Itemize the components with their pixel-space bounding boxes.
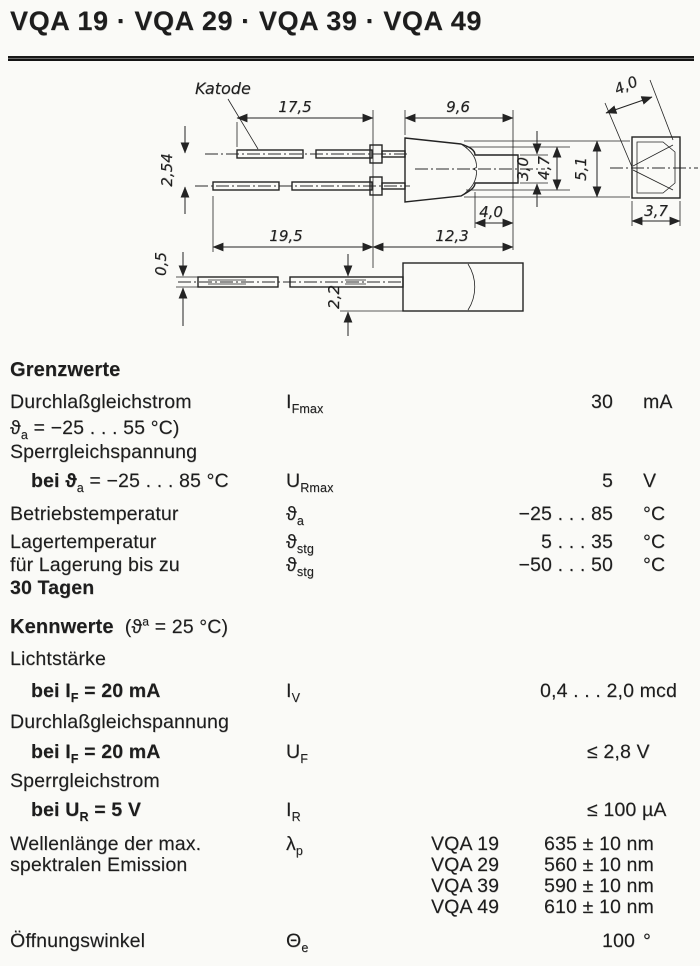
param-symbol [286,930,308,953]
param-name: Betriebstemperatur [10,503,179,525]
param-value: 0,4 . . . 2,0 mcd [540,680,677,702]
param-name-line2: spektralen Emission [10,854,188,876]
param-value: 5 . . . 35 [541,531,613,553]
technical-drawing [0,62,700,362]
spec-row-storage-temp-30d [0,554,700,578]
section-title-bold: Kennwerte [10,616,114,638]
spec-row-reverse-current-label [0,770,700,794]
param-value: ≤ 100 µA [587,799,667,821]
symbol-subscript: F [300,751,309,766]
section-condition-subscript: a [142,614,150,629]
param-condition [31,799,141,822]
dim-lead-pitch: 2,54 [158,153,176,187]
symbol-subscript: e [301,940,309,955]
param-name: Öffnungswinkel [10,930,146,952]
model-wavelength: 560 ± 10 nm [544,854,654,876]
param-condition [31,741,161,764]
condition-pre: bei I [31,741,71,763]
param-condition [10,417,180,440]
dim-cylinder-length: 4,0 [479,203,503,221]
dim-body-diameter: 5,1 [572,157,590,181]
dim-cylinder-diameter: 3,0 [514,157,532,181]
section-title [10,616,228,639]
condition-pre: ϑ [10,417,21,439]
param-unit: mA [643,391,673,413]
model-wavelength: 590 ± 10 nm [544,875,654,897]
dim-front-width: 3,7 [644,202,668,220]
condition-post: = −25 . . . 85 °C [83,470,229,492]
param-name: für Lagerung bis zu [10,554,180,576]
symbol-base: ϑ [286,554,297,576]
condition-subscript: R [79,809,89,824]
param-unit: °C [643,531,666,553]
param-symbol [286,391,323,414]
condition-pre: bei I [31,680,71,702]
param-symbol [286,833,303,856]
condition-subscript: F [70,690,79,705]
led-bottom-view [198,263,523,311]
param-name: Lichtstärke [10,648,106,670]
model-name: VQA 19 [431,833,500,855]
param-name: Wellenlänge der max. [10,833,202,855]
dim-top-lead-length: 17,5 [278,98,312,116]
spec-row-storage-temp [0,531,700,555]
symbol-base: I [286,799,292,821]
param-value: −50 . . . 50 [518,554,613,576]
symbol-base: λ [286,833,296,855]
symbol-base: ϑ [286,503,297,525]
condition-post: = 20 mA [78,680,161,702]
section-heading-kennwerte [0,616,700,640]
spec-row-wavelength-4 [0,896,700,920]
spec-row-30-days [0,577,700,601]
condition-post: = 20 mA [78,741,161,763]
param-unit: °C [643,503,666,525]
symbol-subscript: R [291,809,301,824]
spec-row-luminous-intensity [0,680,700,704]
dim-lead-offset: 2,2 [325,285,343,309]
dimension-lines [183,97,680,336]
symbol-subscript: stg [296,541,314,556]
symbol-subscript: Fmax [291,401,324,416]
param-name: Lagertemperatur [10,531,157,553]
condition-subscript: a [20,427,28,442]
param-symbol [286,503,304,526]
param-name: Sperrgleichspannung [10,441,198,463]
dim-body-length: 12,3 [435,227,469,245]
spec-row-reverse-voltage [0,470,700,494]
param-symbol [286,531,314,554]
spec-row-condition-temp [0,417,700,441]
param-name: Durchlaßgleichstrom [10,391,192,413]
model-name: VQA 49 [431,896,500,918]
param-symbol [286,554,314,577]
dim-cone-length: 9,6 [446,98,470,116]
param-value: 100 [602,930,635,952]
symbol-subscript: Rmax [300,480,334,495]
param-value: ≤ 2,8 V [587,741,650,763]
section-condition-post: = 25 °C) [149,616,229,638]
led-side-view [213,138,518,202]
dim-lead-thickness: 0,5 [152,252,170,276]
condition-post: = −25 . . . 55 °C) [27,417,180,439]
param-name: 30 Tagen [10,577,95,599]
spec-row-viewing-angle [0,930,700,954]
symbol-subscript: V [291,690,301,705]
section-title: Grenzwerte [10,359,121,381]
spec-row-forward-voltage [0,741,700,765]
condition-subscript: F [70,751,79,766]
page-title: VQA 19 · VQA 29 · VQA 39 · VQA 49 [10,6,482,36]
spec-row-operating-temp [0,503,700,527]
model-wavelength: 635 ± 10 nm [544,833,654,855]
param-value: 30 [591,391,613,413]
dim-dome-diameter: 4,7 [535,156,553,180]
param-name: Sperrgleichstrom [10,770,160,792]
spec-row-reverse-voltage-label [0,441,700,465]
model-name: VQA 39 [431,875,500,897]
param-unit: ° [643,930,651,952]
spec-row-reverse-current [0,799,700,823]
section-condition-pre: (ϑ [113,616,143,638]
spec-row-forward-voltage-label [0,711,700,735]
param-unit: °C [643,554,666,576]
param-symbol [286,799,301,822]
model-wavelength: 610 ± 10 nm [544,896,654,918]
spec-row-luminous-intensity-label [0,648,700,672]
param-name: Durchlaßgleichspannung [10,711,230,733]
dim-front-bevel: 4,0 [611,72,641,99]
cathode-label: Katode [195,79,251,98]
section-heading-grenzwerte [0,359,700,383]
condition-post: = 5 V [88,799,142,821]
led-front-view [632,137,680,198]
model-name: VQA 29 [431,854,500,876]
condition-pre: bei ϑ [31,470,77,492]
symbol-base: I [286,680,292,702]
param-symbol [286,680,300,703]
condition-pre: bei U [31,799,80,821]
spec-row-forward-current [0,391,700,415]
param-unit: V [643,470,657,492]
param-condition [31,470,229,493]
symbol-base: Θ [286,930,302,952]
symbol-base: ϑ [286,531,297,553]
condition-subscript: a [76,480,84,495]
param-symbol [286,470,333,493]
symbol-base: U [286,741,301,763]
param-symbol [286,741,308,764]
symbol-subscript: a [296,513,304,528]
dim-bottom-lead-length: 19,5 [269,227,303,245]
param-value: 5 [602,470,613,492]
symbol-subscript: stg [296,564,314,579]
symbol-base: U [286,470,301,492]
symbol-base: I [286,391,292,413]
param-condition [31,680,161,703]
param-value: −25 . . . 85 [518,503,613,525]
title-rule [8,56,694,61]
symbol-subscript: p [295,843,304,858]
